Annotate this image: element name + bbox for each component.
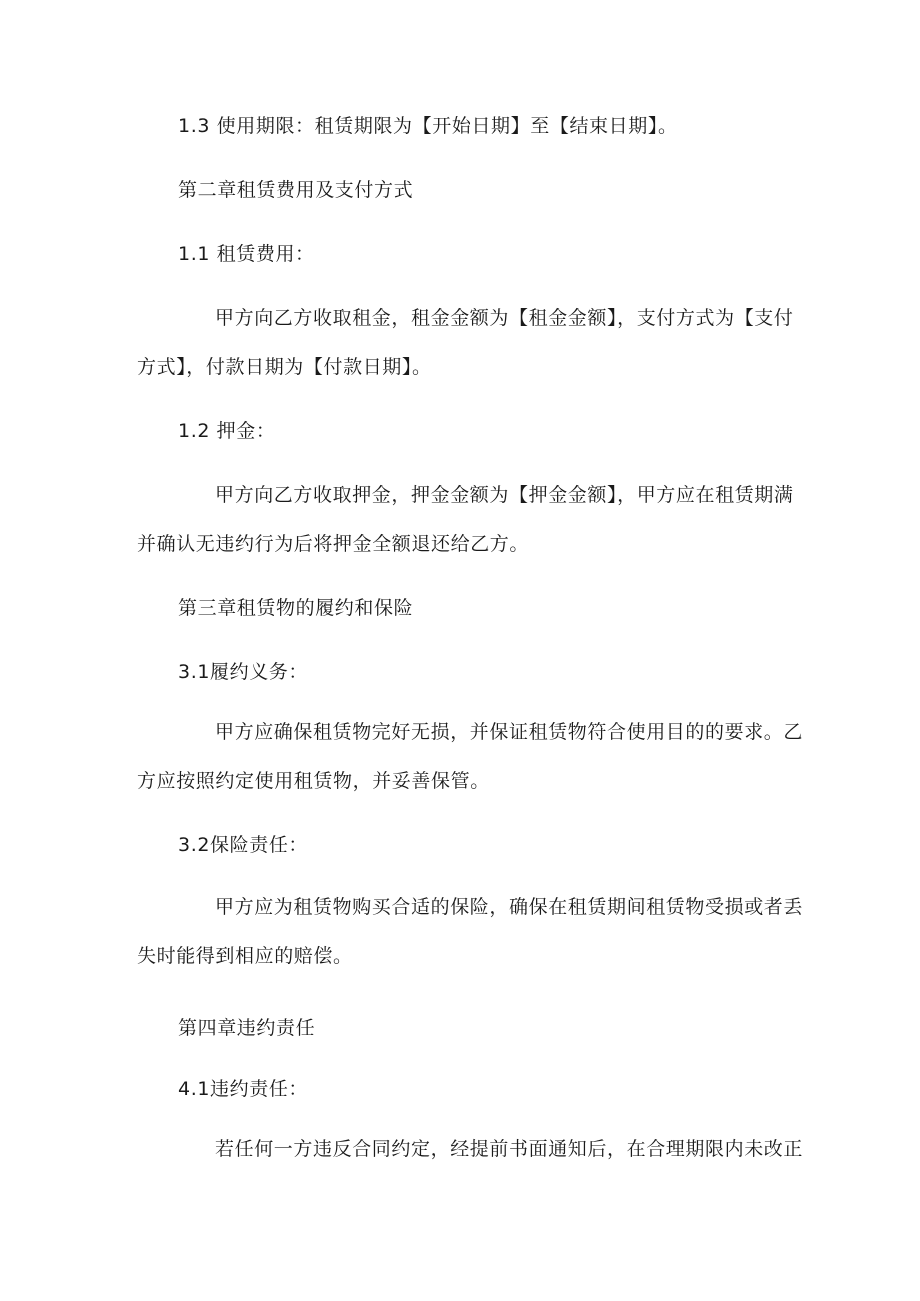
chapter-4-title: 第四章违约责任 bbox=[178, 1017, 316, 1039]
rent-paragraph-line-1: 甲方向乙方收取租金，租金金额为【租金金额】，支付方式为【支付 bbox=[215, 307, 794, 329]
breach-paragraph-line-1: 若任何一方违反合同约定，经提前书面通知后，在合理期限内未改正 bbox=[215, 1138, 804, 1160]
chapter-3-title: 第三章租赁物的履约和保险 bbox=[178, 597, 414, 619]
insurance-paragraph-line-1: 甲方应为租赁物购买合适的保险，确保在租赁期间租赁物受损或者丢 bbox=[215, 896, 804, 918]
section-1-2-heading: 1.2 押金： bbox=[178, 420, 276, 442]
deposit-paragraph-line-1: 甲方向乙方收取押金，押金金额为【押金金额】，甲方应在租赁期满 bbox=[215, 484, 794, 506]
performance-paragraph-line-2: 方应按照约定使用租赁物，并妥善保管。 bbox=[137, 770, 490, 792]
section-1-1-heading: 1.1 租赁费用： bbox=[178, 243, 315, 265]
insurance-paragraph-line-2: 失时能得到相应的赔偿。 bbox=[137, 945, 353, 967]
section-1-3-usage-period: 1.3 使用期限：租赁期限为【开始日期】至【结束日期】。 bbox=[178, 115, 678, 137]
section-3-2-heading: 3.2保险责任： bbox=[178, 834, 309, 856]
section-4-1-heading: 4.1违约责任： bbox=[178, 1078, 309, 1100]
rent-paragraph-line-2: 方式】，付款日期为【付款日期】。 bbox=[137, 356, 432, 378]
deposit-paragraph-line-2: 并确认无违约行为后将押金全额退还给乙方。 bbox=[137, 533, 530, 555]
performance-paragraph-line-1: 甲方应确保租赁物完好无损，并保证租赁物符合使用目的的要求。乙 bbox=[215, 721, 804, 743]
chapter-2-title: 第二章租赁费用及支付方式 bbox=[178, 179, 414, 201]
section-3-1-heading: 3.1履约义务： bbox=[178, 661, 309, 683]
